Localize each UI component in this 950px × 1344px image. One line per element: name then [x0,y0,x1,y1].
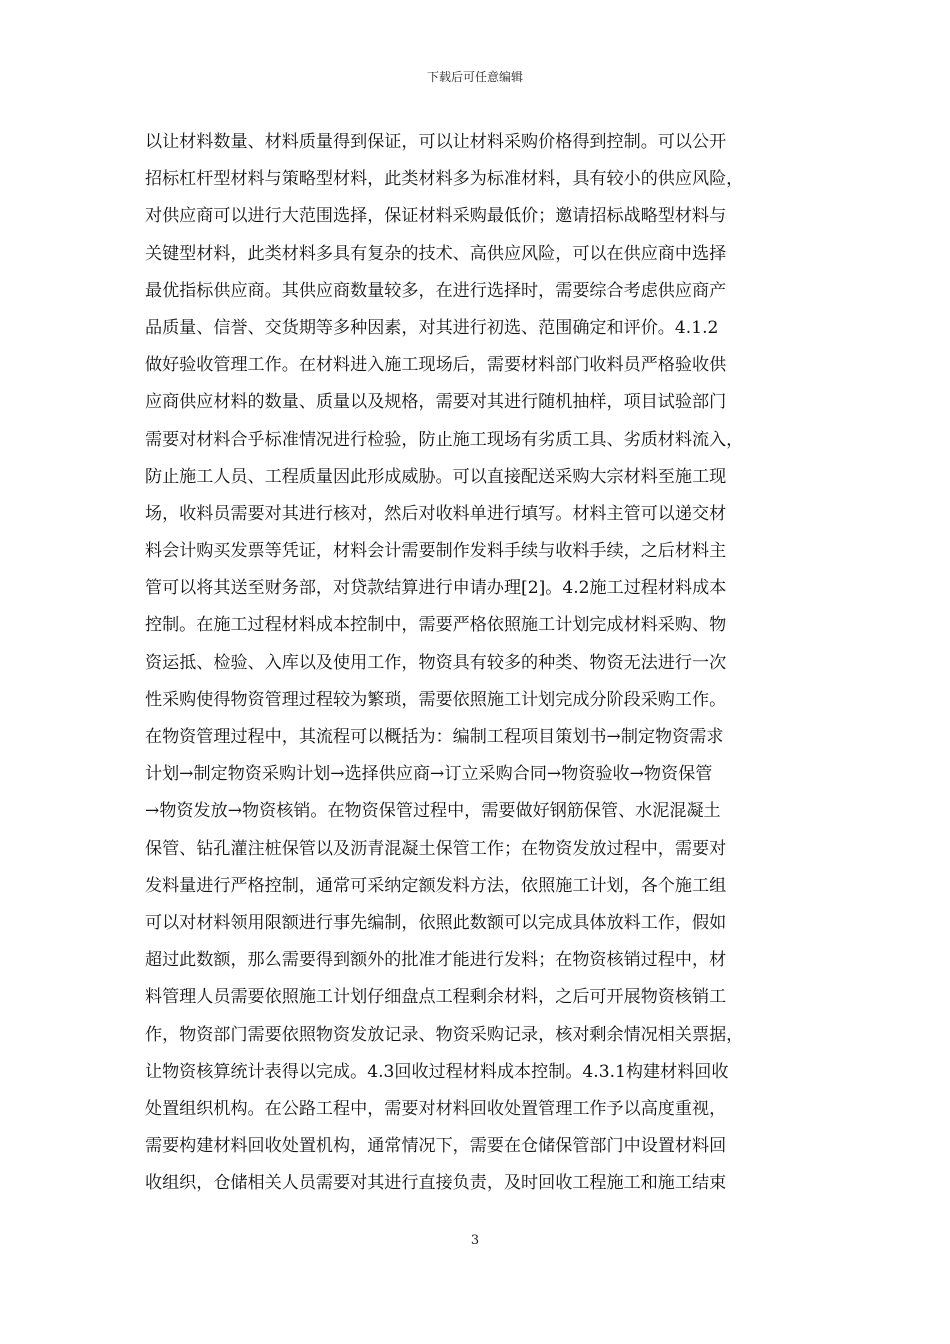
text-line: 需要构建材料回收处置机构，通常情况下，需要在仓储保管部门中设置材料回 [145,1136,727,1157]
text-line: 招标杠杆型材料与策略型材料，此类材料多为标准材料，具有较小的供应风险， [145,169,744,190]
text-line: 收组织，仓储相关人员需要对其进行直接负责，及时回收工程施工和施工结束 [145,1173,727,1194]
text-line: 性采购使得物资管理过程较为繁琐，需要依照施工计划完成分阶段采购工作。 [145,689,727,710]
text-line: 料会计购买发票等凭证，材料会计需要制作发料手续与收料手续，之后材料主 [145,541,727,562]
body-text [145,124,817,1202]
text-line: 处置组织机构。在公路工程中，需要对材料回收处置管理工作予以高度重视， [145,1098,727,1119]
text-line: 在物资管理过程中，其流程可以概括为：编制工程项目策划书→制定物资需求 [145,727,724,747]
text-line: 应商供应材料的数量、质量以及规格，需要对其进行随机抽样，项目试验部门 [145,392,727,413]
page-number: 3 [470,1233,480,1248]
text-line: 以让材料数量、材料质量得到保证，可以让材料采购价格得到控制。可以公开 [145,132,727,152]
page-header: 下载后可任意编辑 [426,70,523,84]
text-line: 计划→制定物资采购计划→选择供应商→订立采购合同→物资验收→物资保管 [145,764,713,785]
text-line: 防止施工人员、工程质量因此形成威胁。可以直接配送采购大宗材料至施工现 [145,466,727,487]
text-line: 最优指标供应商。其供应商数量较多，在进行选择时，需要综合考虑供应商产 [145,280,727,301]
text-line: 资运抵、检验、入库以及使用工作，物资具有较多的种类、物资无法进行一次 [145,652,727,673]
text-line: 料管理人员需要依照施工计划仔细盘点工程剩余材料，之后可开展物资核销工 [145,987,727,1008]
text-line: 作，物资部门需要依照物资发放记录、物资采购记录，核对剩余情况相关票据， [145,1024,744,1045]
text-line: 保管、钻孔灌注桩保管以及沥青混凝土保管工作；在物资发放过程中，需要对 [145,838,727,859]
text-line: 品质量、信誉、交货期等多种因素，对其进行初选、范围确定和评价。4.1.2 [145,317,719,338]
text-line: 需要对材料合乎标准情况进行检验，防止施工现场有劣质工具、劣质材料流入， [145,429,744,450]
text-line: 关键型材料，此类材料多具有复杂的技术、高供应风险，可以在供应商中选择 [145,243,727,264]
text-line: 场，收料员需要对其进行核对，然后对收料单进行填写。材料主管可以递交材 [145,503,727,524]
text-line: 超过此数额，那么需要得到额外的批准才能进行发料；在物资核销过程中，材 [145,950,727,971]
text-line: 发料量进行严格控制，通常可采纳定额发料方法，依照施工计划，各个施工组 [145,875,727,896]
text-line: →物资发放→物资核销。在物资保管过程中，需要做好钢筋保管、水泥混凝土 [145,801,721,822]
text-line: 对供应商可以进行大范围选择，保证材料采购最低价；邀请招标战略型材料与 [145,206,727,227]
text-line: 管可以将其送至财务部，对贷款结算进行申请办理[2]。4.2施工过程材料成本 [145,578,727,599]
text-line: 可以对材料领用限额进行事先编制，依照此数额可以完成具体放料工作，假如 [145,912,727,933]
text-line: 做好验收管理工作。在材料进入施工现场后，需要材料部门收料员严格验收供 [145,355,727,376]
text-line: 控制。在施工过程材料成本控制中，需要严格依照施工计划完成材料采购、物 [145,615,727,636]
text-line: 让物资核算统计表得以完成。4.3回收过程材料成本控制。4.3.1构建材料回收 [145,1061,729,1082]
